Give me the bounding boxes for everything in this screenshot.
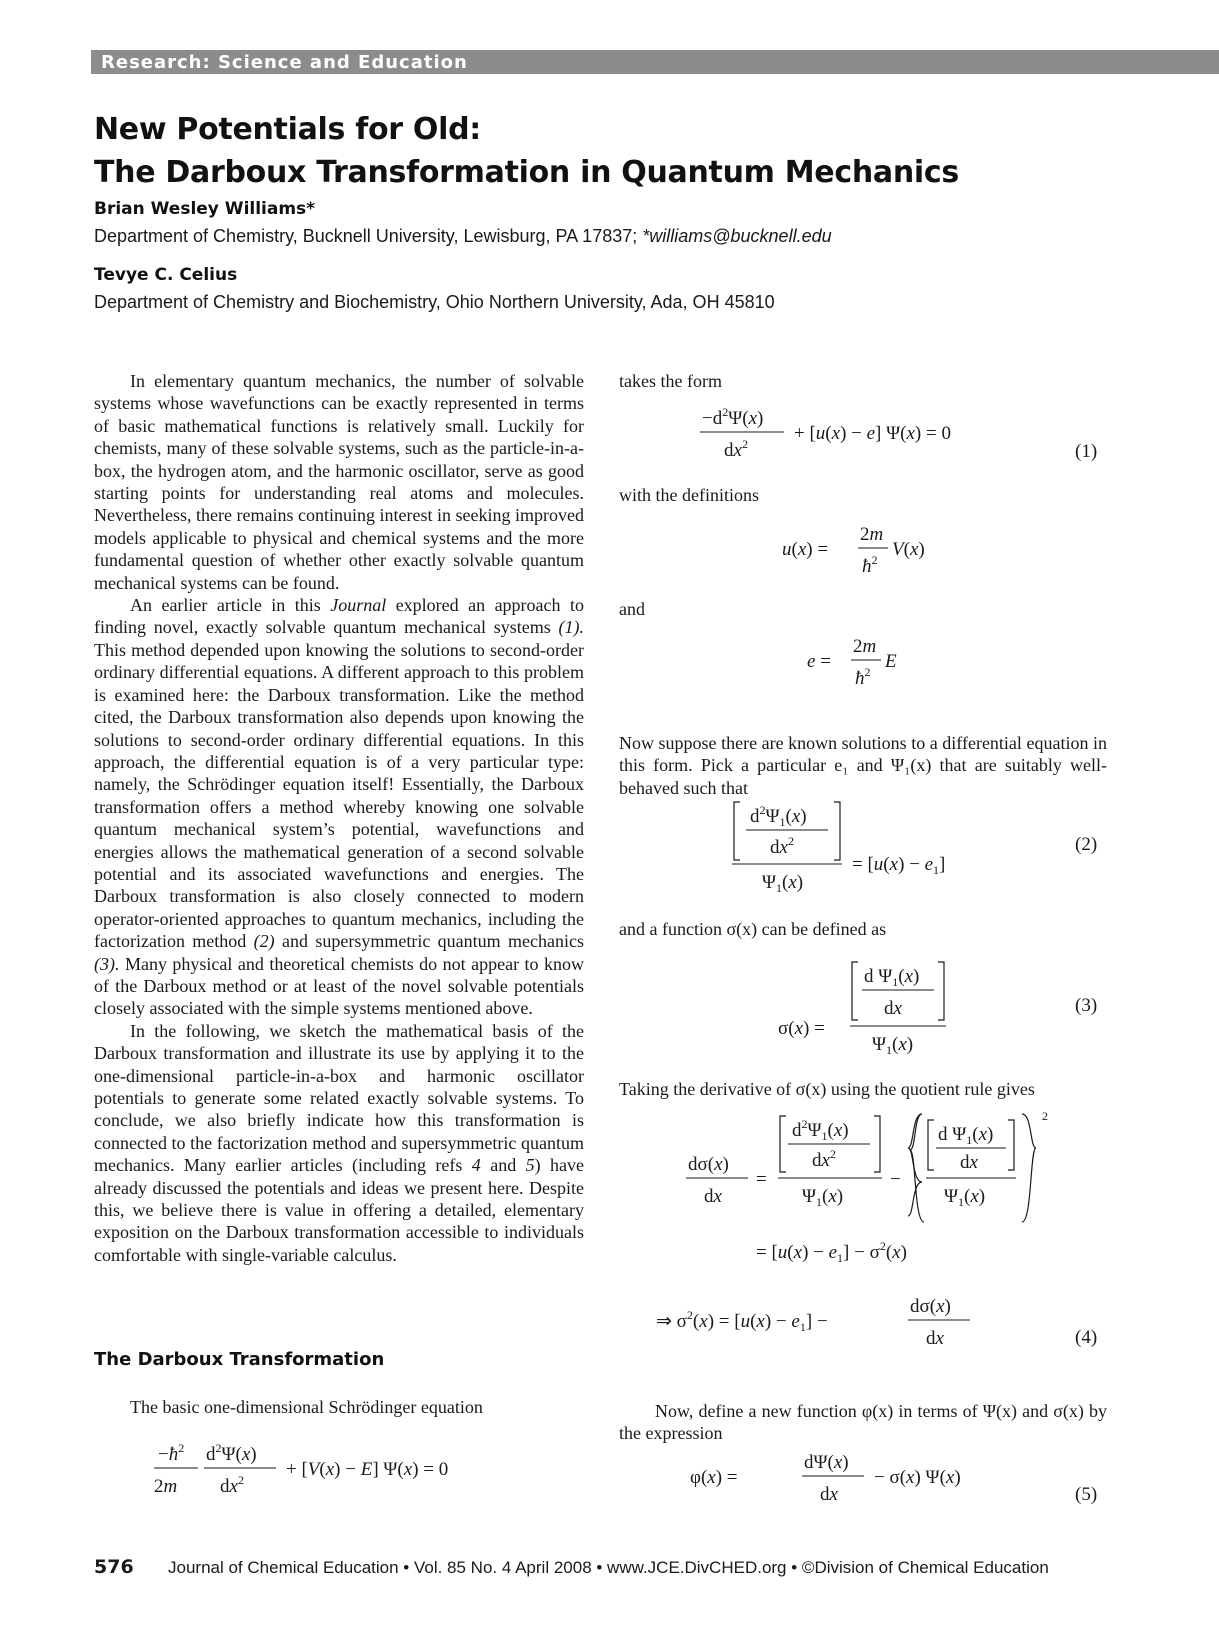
equation-2	[732, 798, 992, 900]
section-label: Research: Science and Education	[101, 52, 468, 73]
paragraph-2: An earlier article in this Journal explored an approach to finding novel, exactly solvable quantum mechanical systems (1). This method depended upon knowing the solutions to second-order ordinary differential equations. A different approach to this problem is examined here: the Darboux transformation. Like the method cited, the Darboux transformation also depends upon knowing the solutions to second-order ordinary differential equations. In this approach, the differential equation is of a very particular type: namely, the Schrödinger equation itself! Essentially, the Darboux transformation offers a method whereby knowing one solvable quantum mechanical system’s potential, wavefunctions and energies allows the mathematical generation of a second solvable potential and its associated wavefunctions and energies. The Darboux transformation is also closely connected to modern operator-oriented approaches to quantum mechanics, including the factorization method (2) and supersymmetric quantum mechanics (3). Many physical and theoretical chemists do not appear to know of the Darboux method or at least of the novel solvable potentials closely associated with the simple systems mentioned above.	[94, 595, 584, 1019]
svg-text:=: =	[756, 1169, 767, 1190]
svg-text:−d2Ψ(x): $-d^2\Psi(x)$	[702, 405, 764, 429]
svg-text:dx2: $dx^2$	[724, 437, 748, 461]
svg-text:2m: 2m	[853, 636, 877, 657]
schrodinger-equation	[150, 1438, 530, 1508]
ref-3: (3).	[94, 953, 120, 974]
equation-1	[698, 402, 1018, 472]
svg-text:dx: dx	[960, 1152, 978, 1173]
svg-text:−ħ2: $-ħ^2$	[158, 1441, 185, 1465]
equation-u-definition	[780, 518, 950, 588]
section-heading: The Darboux Transformation	[94, 1349, 385, 1370]
right-text-3: and	[619, 599, 645, 619]
svg-text:σ(x) =: σ(x) =	[778, 1018, 825, 1039]
right-text-7: Now, define a new function φ(x) in terms of Ψ(x) and σ(x) by the expression	[619, 1401, 1107, 1444]
svg-text:E: E	[885, 651, 897, 672]
svg-text:dx: dx	[704, 1186, 722, 1207]
paragraph-3: In the following, we sketch the mathematical basis of the Darboux transformation and illustrate its use by applying it to the one-dimensional particle-in-a-box and harmonic oscillator potentials to generate some related exactly solvable systems. To conclude, we also briefly indicate how this transformation is connected to the factorization method and supersymmetric quantum mechanics. Many earlier articles (including refs 4 and 5) have already discussed the potentials and ideas we present here. Despite this, we believe there is value in offering a detailed, elementary exposition on the Darboux transformation accessible to individuals comfortable with single-variable calculus.	[94, 1020, 584, 1265]
svg-text:d2Ψ1(x): $d^2\Psi_1(x)$	[750, 803, 807, 829]
left-column	[94, 370, 584, 1266]
svg-text:V(x): V(x)	[892, 539, 925, 560]
paragraph-4: The basic one-dimensional Schrödinger equation	[130, 1397, 483, 1417]
equation-3	[776, 958, 976, 1064]
svg-text:−: −	[890, 1169, 901, 1190]
right-text-5: and a function σ(x) can be defined as	[619, 919, 887, 939]
equation-4	[654, 1290, 994, 1360]
section-bar	[91, 50, 1219, 74]
right-text-4: Now suppose there are known solutions to a differential equation in this form. Pick a particular e₁ and Ψ₁(x) that are suitably well-behaved such that	[619, 733, 1107, 798]
svg-text:2m: 2m	[154, 1476, 178, 1497]
svg-text:− σ(x) Ψ(x): − σ(x) Ψ(x)	[874, 1467, 961, 1488]
svg-text:dx: dx	[926, 1328, 944, 1349]
svg-text:Ψ1(x): $\Psi_1(x)$	[944, 1186, 986, 1209]
page-footer	[94, 1556, 1107, 1578]
ref-2: (2)	[253, 931, 275, 952]
author-email[interactable]: *williams@bucknell.edu	[642, 226, 832, 246]
svg-text:d2Ψ1(x): $d^2\Psi_1(x)$	[792, 1117, 849, 1143]
svg-text:dx2: $dx^2$	[770, 834, 794, 858]
equation-number-5: (5)	[1075, 1484, 1098, 1505]
author-2: Tevye C. Celius	[94, 265, 238, 285]
svg-text:e =: e =	[807, 651, 831, 672]
svg-text:2m: 2m	[860, 524, 884, 545]
svg-text:dx: dx	[884, 998, 902, 1019]
page-number: 576	[94, 1556, 134, 1578]
svg-text:dx2: $dx^2$	[812, 1147, 836, 1171]
svg-text:d2Ψ(x): $d^2\Psi(x)$	[206, 1441, 257, 1465]
svg-text:+ [V(x) − E] Ψ(x) = 0: + [V(x) − E] Ψ(x) = 0	[286, 1459, 449, 1480]
svg-text:Ψ1(x): $\Psi_1(x)$	[872, 1034, 914, 1057]
svg-text:d Ψ1(x): d $\Psi_1(x)$	[938, 1124, 994, 1147]
title-line-1: New Potentials for Old:	[94, 112, 481, 147]
equation-e-definition	[805, 630, 925, 700]
svg-text:dσ(x): dσ(x)	[910, 1296, 951, 1317]
right-text-1: takes the form	[619, 371, 722, 391]
svg-text:⇒ σ2(x) = [u(x) − e1] −: ⇒ $\sigma^2(x) = [u(x) - e_1]$ −	[656, 1308, 828, 1334]
right-text-6: Taking the derivative of σ(x) using the quotient rule gives	[619, 1079, 1035, 1099]
svg-text:Ψ1(x): $\Psi_1(x)$	[802, 1186, 844, 1209]
equation-5	[688, 1446, 1008, 1516]
affiliation-1: Department of Chemistry, Bucknell University, Lewisburg, PA 17837; *williams@bucknell.edu	[94, 226, 832, 246]
svg-text:dΨ(x): dΨ(x)	[804, 1452, 849, 1473]
svg-text:dx: dx	[820, 1484, 838, 1505]
svg-text:d Ψ1(x): d $\Psi_1(x)$	[864, 966, 920, 989]
footer-text: Journal of Chemical Education • Vol. 85 No. 4 April 2008 • www.JCE.DivCHED.org • ©Division of Chemical Education	[168, 1558, 1049, 1577]
affiliation-2: Department of Chemistry and Biochemistry, Ohio Northern University, Ada, OH 45810	[94, 292, 775, 312]
svg-text:= [u(x) − e1] − σ2(x): = $[u(x) - e_1] - \sigma^2(x)$	[756, 1239, 907, 1265]
right-text-2: with the definitions	[619, 485, 759, 505]
svg-text:+ [u(x) − e] Ψ(x) = 0: + [u(x) − e] Ψ(x) = 0	[794, 423, 951, 444]
svg-text:φ(x) =: φ(x) =	[690, 1467, 738, 1488]
equation-number-3: (3)	[1075, 995, 1098, 1016]
equation-number-1: (1)	[1075, 441, 1098, 462]
equation-number-4: (4)	[1075, 1327, 1098, 1348]
paragraph-1: In elementary quantum mechanics, the number of solvable systems whose wavefunctions can be exactly represented in terms of basic mathematical functions is relatively small. Luckily for chemists, many of these solvable systems, such as the particle-in-a-box, the hydrogen atom, and the harmonic oscillator, serve as good starting points for understanding real atoms and molecules. Nevertheless, there remains continuing interest in seeking improved models applicable to physical and chemical systems and the more fundamental question of whether other exactly solvable quantum mechanical systems can be found.	[94, 371, 584, 593]
svg-text:u(x) =: u(x) =	[782, 539, 829, 560]
title-line-2: The Darboux Transformation in Quantum Mechanics	[94, 155, 959, 190]
svg-text:dσ(x): dσ(x)	[688, 1154, 729, 1175]
svg-text:dx2: $dx^2$	[220, 1473, 244, 1497]
svg-text:ħ2: $ħ^2$	[862, 553, 878, 577]
svg-text:= [u(x) − e1]: = $[u(x) - e_1]$	[852, 854, 946, 877]
author-1: Brian Wesley Williams*	[94, 199, 316, 219]
ref-1: (1).	[558, 617, 584, 638]
svg-text:ħ2: $ħ^2$	[855, 665, 871, 689]
svg-text:Ψ1(x): $\Psi_1(x)$	[762, 872, 804, 894]
svg-text:2: 2	[1042, 1109, 1048, 1123]
article-title	[94, 108, 959, 194]
equation-number-2: (2)	[1075, 834, 1098, 855]
equation-derivative	[684, 1108, 1064, 1278]
